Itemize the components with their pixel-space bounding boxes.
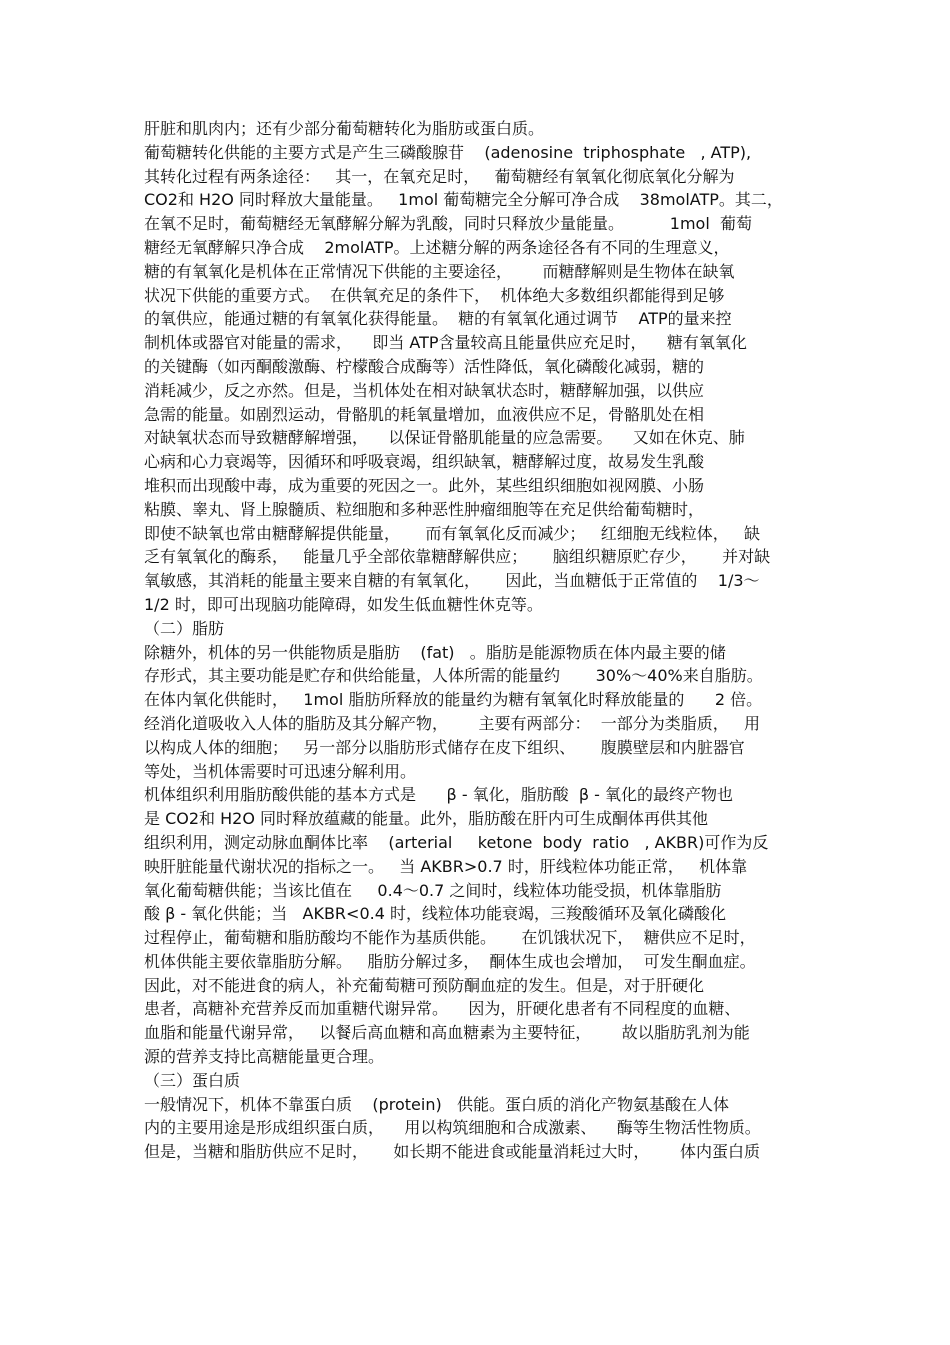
text-line: 酸 β - 氧化供能；当 AKBR<0.4 时，线粒体功能衰竭，三羧酸循环及氧化磷酸化 bbox=[144, 904, 726, 924]
text-line: 氧敏感，其消耗的能量主要来自糖的有氧氧化， 因此，当血糖低于正常值的 1/3～ bbox=[144, 571, 760, 591]
text-line: 消耗减少，反之亦然。但是，当机体处在相对缺氧状态时，糖酵解加强，以供应 bbox=[144, 380, 705, 400]
text-line: 因此，对不能进食的病人，补充葡萄糖可预防酮血症的发生。但是，对于肝硬化 bbox=[144, 975, 705, 995]
text-line: 在氧不足时，葡萄糖经无氧酵解分解为乳酸，同时只释放少量能量。 1mol 葡萄 bbox=[144, 214, 752, 234]
text-line: 除糖外，机体的另一供能物质是脂肪 (fat) 。脂肪是能源物质在体内最主要的储 bbox=[144, 642, 726, 662]
text-line: 机体组织利用脂肪酸供能的基本方式是 β - 氧化，脂肪酸 β - 氧化的最终产物也 bbox=[144, 785, 734, 805]
document-body bbox=[144, 117, 814, 1164]
text-line: 患者，高糖补充营养反而加重糖代谢异常。 因为，肝硬化患者有不同程度的血糖、 bbox=[144, 999, 741, 1019]
text-line: 机体供能主要依靠脂肪分解。 脂肪分解过多， 酮体生成也会增加， 可发生酮血症。 bbox=[144, 951, 756, 971]
text-line: 以构成人体的细胞； 另一部分以脂肪形式储存在皮下组织、 腹膜壁层和内脏器官 bbox=[144, 737, 745, 757]
section-heading-protein: （三）蛋白质 bbox=[144, 1070, 241, 1090]
text-line: 在体内氧化供能时， 1mol 脂肪所释放的能量约为糖有氧氧化时释放能量的 2 倍。 bbox=[144, 690, 763, 710]
text-line: 的关键酶（如丙酮酸激酶、柠檬酸合成酶等）活性降低，氧化磷酸化减弱，糖的 bbox=[144, 356, 705, 376]
text-line: 葡萄糖转化供能的主要方式是产生三磷酸腺苷 (adenosine triphosphate , ATP), bbox=[144, 142, 752, 162]
text-line: 一般情况下，机体不靠蛋白质 (protein) 供能。蛋白质的消化产物氨基酸在人体 bbox=[144, 1094, 729, 1114]
text-line: 急需的能量。如剧烈运动，骨骼肌的耗氧量增加，血液供应不足，骨骼肌处在相 bbox=[144, 404, 705, 424]
text-line: 心病和心力衰竭等，因循环和呼吸衰竭，组织缺氧，糖酵解过度，故易发生乳酸 bbox=[144, 452, 705, 472]
text-line: CO2和 H2O 同时释放大量能量。 1mol 葡萄糖完全分解可净合成 38molATP。其二， bbox=[144, 190, 783, 210]
text-line: 糖的有氧氧化是机体在正常情况下供能的主要途径， 而糖酵解则是生物体在缺氧 bbox=[144, 261, 735, 281]
text-line: 即使不缺氧也常由糖酵解提供能量， 而有氧氧化反而减少； 红细胞无线粒体， 缺 bbox=[144, 523, 760, 543]
text-line: 其转化过程有两条途径： 其一，在氧充足时， 葡萄糖经有氧氧化彻底氧化分解为 bbox=[144, 166, 735, 186]
text-line: 但是，当糖和脂肪供应不足时， 如长期不能进食或能量消耗过大时， 体内蛋白质 bbox=[144, 1142, 760, 1162]
text-line: 是 CO2和 H2O 同时释放蕴藏的能量。此外，脂肪酸在肝内可生成酮体再供其他 bbox=[144, 809, 709, 829]
text-line: 粘膜、睾丸、肾上腺髓质、粒细胞和多种恶性肿瘤细胞等在充足供给葡萄糖时， bbox=[144, 499, 705, 519]
text-line: 对缺氧状态而导致糖酵解增强， 以保证骨骼肌能量的应急需要。 又如在休克、肺 bbox=[144, 428, 745, 448]
text-line: 状况下供能的重要方式。 在供氧充足的条件下， 机体绝大多数组织都能得到足够 bbox=[144, 285, 725, 305]
text-line: 堆积而出现酸中毒，成为重要的死因之一。此外，某些组织细胞如视网膜、小肠 bbox=[144, 475, 705, 495]
section-heading-fat: （二）脂肪 bbox=[144, 618, 225, 638]
text-line: 1/2 时，即可出现脑功能障碍，如发生低血糖性休克等。 bbox=[144, 594, 543, 614]
text-line: 等处，当机体需要时可迅速分解利用。 bbox=[144, 761, 417, 781]
text-line: 糖经无氧酵解只净合成 2molATP。上述糖分解的两条途径各有不同的生理意义， bbox=[144, 237, 730, 257]
text-line: 血脂和能量代谢异常， 以餐后高血糖和高血糖素为主要特征， 故以脂肪乳剂为能 bbox=[144, 1023, 750, 1043]
text-line: 存形式，其主要功能是贮存和供给能量，人体所需的能量约 30%～40%来自脂肪。 bbox=[144, 666, 763, 686]
text-line: 过程停止，葡萄糖和脂肪酸均不能作为基质供能。 在饥饿状况下， 糖供应不足时， bbox=[144, 928, 756, 948]
text-line: 经消化道吸收入人体的脂肪及其分解产物， 主要有两部分： 一部分为类脂质， 用 bbox=[144, 713, 760, 733]
text-line: 氧化葡萄糖供能；当该比值在 0.4～0.7 之间时，线粒体功能受损，机体靠脂肪 bbox=[144, 880, 722, 900]
text-line: 的氧供应，能通过糖的有氧氧化获得能量。 糖的有氧氧化通过调节 ATP的量来控 bbox=[144, 309, 732, 329]
text-line: 内的主要用途是形成组织蛋白质， 用以构筑细胞和合成激素、 酶等生物活性物质。 bbox=[144, 1118, 761, 1138]
text-line: 制机体或器官对能量的需求， 即当 ATP含量较高且能量供应充足时， 糖有氧氧化 bbox=[144, 333, 747, 353]
text-line: 组织利用，测定动脉血酮体比率 (arterial ketone body ratio , AKBR)可作为反 bbox=[144, 832, 769, 852]
text-line: 源的营养支持比高糖能量更合理。 bbox=[144, 1047, 385, 1067]
text-line: 肝脏和肌肉内；还有少部分葡萄糖转化为脂肪或蛋白质。 bbox=[144, 119, 545, 138]
text-line: 映肝脏能量代谢状况的指标之一。 当 AKBR>0.7 时，肝线粒体功能正常， 机体靠 bbox=[144, 856, 748, 876]
text-line: 乏有氧氧化的酶系， 能量几乎全部依靠糖酵解供应； 脑组织糖原贮存少， 并对缺 bbox=[144, 547, 771, 567]
